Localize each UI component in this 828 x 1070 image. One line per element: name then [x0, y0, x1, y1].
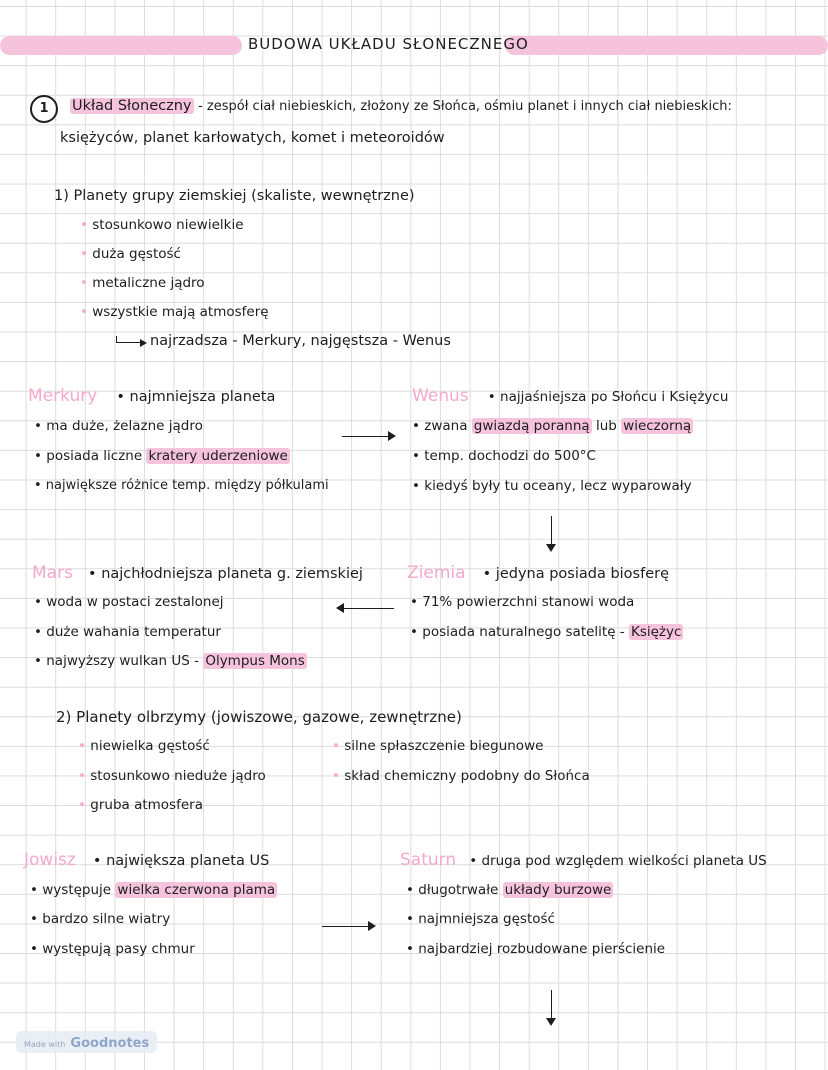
intro-line-1 — [70, 98, 732, 114]
group2-heading: 2) Planety olbrzymy (jowiszowe, gazowe, zewnętrzne) — [56, 708, 462, 726]
mars-card — [32, 563, 363, 583]
saturn-item: • najmniejsza gęstość — [406, 911, 555, 927]
arrow-left-icon — [338, 608, 394, 609]
wenus-tagline: • najjaśniejsza po Słońcu i Księżycu — [487, 389, 729, 405]
ziemia-card — [407, 563, 669, 583]
ziemia-item: • posiada naturalnego satelitę - Księżyc — [410, 624, 682, 640]
goodnotes-watermark — [16, 1031, 157, 1053]
ziemia-item: • 71% powierzchni stanowi woda — [410, 594, 635, 610]
group1-item: • stosunkowo niewielkie — [80, 217, 244, 233]
title-band-right — [505, 36, 828, 55]
mars-item: • duże wahania temperatur — [34, 624, 221, 640]
watermark-brand: Goodnotes — [70, 1036, 150, 1051]
group2-item: • gruba atmosfera — [78, 797, 203, 813]
highlight: wieczorną — [623, 418, 692, 434]
jowisz-item: • występują pasy chmur — [30, 941, 195, 957]
arrow-right-icon — [342, 436, 394, 437]
group1-sub-note: najrzadsza - Merkury, najgęstsza - Wenus — [150, 333, 451, 349]
arrow-down-icon — [551, 990, 552, 1024]
group1-item: • metaliczne jądro — [80, 275, 205, 291]
group2-item: • stosunkowo nieduże jądro — [78, 768, 266, 784]
planet-name-merkury: Merkury — [28, 386, 98, 406]
wenus-item: • zwana gwiazdą poranną lub wieczorną — [412, 418, 692, 434]
sub-arrow-icon — [116, 336, 143, 343]
mars-tagline: • najchłodniejsza planeta g. ziemskiej — [88, 566, 363, 582]
merkury-tagline: • najmniejsza planeta — [116, 389, 276, 405]
wenus-card — [412, 386, 728, 406]
group1-heading: 1) Planety grupy ziemskiej (skaliste, wewnętrzne) — [54, 188, 415, 204]
group1-item: • duża gęstość — [80, 246, 181, 262]
mars-item: • najwyższy wulkan US - Olympus Mons — [34, 653, 305, 669]
jowisz-item: • występuje wielka czerwona plama — [30, 882, 276, 898]
merkury-item: • największe różnice temp. między półkulami — [34, 478, 329, 493]
section-number-badge: 1 — [30, 95, 58, 123]
group2-item: • niewielka gęstość — [78, 738, 210, 754]
planet-name-jowisz: Jowisz — [24, 850, 76, 870]
planet-name-saturn: Saturn — [400, 850, 457, 870]
highlight: układy burzowe — [504, 882, 612, 898]
merkury-item: • posiada liczne kratery uderzeniowe — [34, 448, 288, 464]
saturn-card — [400, 850, 767, 870]
title-band-left — [0, 36, 242, 55]
highlight: wielka czerwona plama — [117, 882, 276, 898]
arrow-down-icon — [551, 516, 552, 550]
planet-name-mars: Mars — [32, 563, 73, 583]
wenus-item: • temp. dochodzi do 500°C — [412, 448, 596, 464]
ziemia-tagline: • jedyna posiada biosferę — [482, 566, 670, 582]
watermark-made-with: Made with — [24, 1040, 66, 1049]
page-title: BUDOWA UKŁADU SŁONECZNEGO — [248, 35, 529, 53]
highlight: kratery uderzeniowe — [148, 448, 288, 464]
highlight: Olympus Mons — [205, 653, 305, 669]
jowisz-tagline: • największa planeta US — [92, 853, 270, 869]
intro-term: Układ Słoneczny — [72, 98, 192, 114]
group2-item: • silne spłaszczenie biegunowe — [332, 738, 544, 754]
saturn-tagline: • druga pod względem wielkości planeta US — [469, 853, 767, 869]
group2-item: • skład chemiczny podobny do Słońca — [332, 768, 590, 784]
merkury-card — [28, 386, 275, 406]
intro-definition: - zespół ciał niebieskich, złożony ze Słońca, ośmiu planet i innych ciał niebieskich: — [198, 99, 732, 114]
arrow-right-icon — [322, 926, 374, 927]
highlight: gwiazdą poranną — [473, 418, 590, 434]
jowisz-item: • bardzo silne wiatry — [30, 911, 171, 927]
group1-item: • wszystkie mają atmosferę — [80, 304, 269, 320]
intro-line-2: księżyców, planet karłowatych, komet i meteoroidów — [60, 130, 445, 146]
saturn-item: • długotrwałe układy burzowe — [406, 882, 612, 898]
planet-name-ziemia: Ziemia — [407, 563, 466, 583]
mars-item: • woda w postaci zestalonej — [34, 594, 224, 610]
planet-name-wenus: Wenus — [412, 386, 469, 406]
merkury-item: • ma duże, żelazne jądro — [34, 418, 203, 434]
highlight: Księżyc — [630, 624, 682, 640]
jowisz-card — [24, 850, 269, 870]
saturn-item: • najbardziej rozbudowane pierścienie — [406, 941, 666, 957]
wenus-item: • kiedyś były tu oceany, lecz wyparowały — [412, 478, 692, 494]
